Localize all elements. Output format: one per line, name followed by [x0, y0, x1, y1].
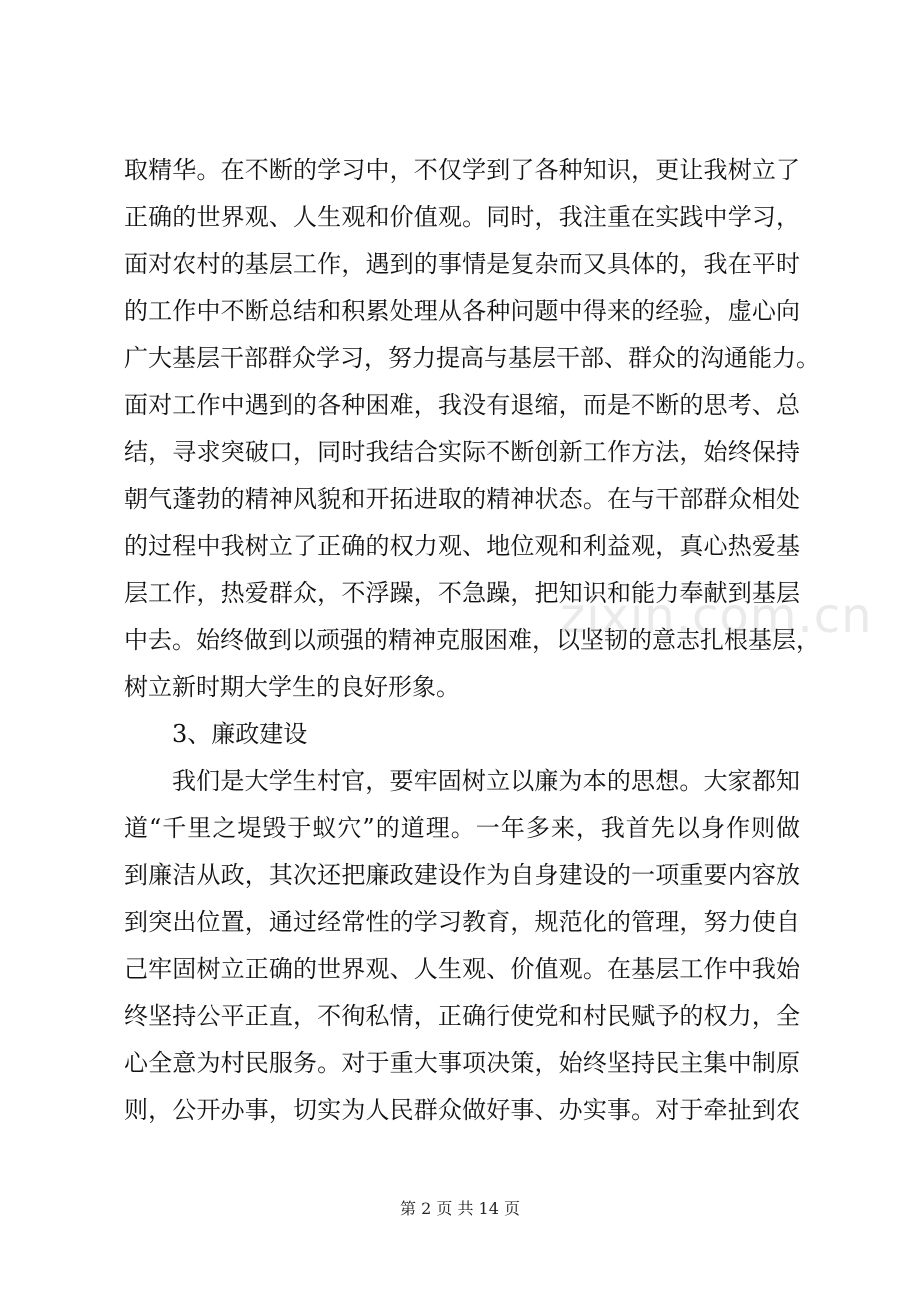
text-line: 己牢固树立正确的世界观、人生观、价值观。在基层工作中我始	[124, 955, 800, 983]
text-line: 面对农村的基层工作，遇到的事情是复杂而又具体的，我在平时	[124, 250, 800, 278]
body-text	[124, 147, 820, 1134]
text-line: 的工作中不断总结和积累处理从各种问题中得来的经验，虚心向	[124, 297, 800, 325]
text-line: 到突出位置，通过经常性的学习教育，规范化的管理，努力使自	[124, 908, 800, 936]
text-line: 树立新时期大学生的良好形象。	[124, 673, 460, 701]
text-line: 的过程中我树立了正确的权力观、地位观和利益观，真心热爱基	[124, 532, 800, 560]
watermark: zixin.com.cn	[560, 588, 873, 644]
text-line: 终坚持公平正直，不徇私情，正确行使党和村民赋予的权力，全	[124, 1002, 800, 1030]
text-line: 广大基层干部群众学习，努力提高与基层干部、群众的沟通能力。	[124, 344, 820, 372]
text-line: 正确的世界观、人生观和价值观。同时，我注重在实践中学习，	[124, 203, 800, 231]
text-line: 中去。始终做到以顽强的精神克服困难，以坚韧的意志扎根基层，	[124, 626, 820, 654]
text-line: 层工作，热爱群众，不浮躁，不急躁，把知识和能力奉献到基层	[124, 579, 800, 607]
text-line: 结，寻求突破口，同时我结合实际不断创新工作方法，始终保持	[124, 438, 800, 466]
text-line: 心全意为村民服务。对于重大事项决策，始终坚持民主集中制原	[124, 1049, 800, 1077]
paragraph-continued	[124, 147, 820, 711]
page-footer: 第 2 页 共 14 页	[400, 1199, 520, 1218]
text-line: 到廉洁从政，其次还把廉政建设作为自身建设的一项重要内容放	[124, 861, 800, 889]
section-heading: 3、廉政建设	[172, 720, 308, 748]
text-line: 我们是大学生村官，要牢固树立以廉为本的思想。大家都知	[172, 767, 800, 795]
text-line: 面对工作中遇到的各种困难，我没有退缩，而是不断的思考、总	[124, 391, 800, 419]
text-line: 取精华。在不断的学习中，不仅学到了各种知识，更让我树立了	[124, 156, 800, 184]
text-line: 朝气蓬勃的精神风貌和开拓进取的精神状态。在与干部群众相处	[124, 485, 800, 513]
text-line: 则，公开办事，切实为人民群众做好事、办实事。对于牵扯到农	[124, 1096, 800, 1124]
text-line: 道“千里之堤毁于蚁穴”的道理。一年多来，我首先以身作则做	[124, 814, 800, 842]
paragraph-integrity	[124, 758, 800, 1134]
